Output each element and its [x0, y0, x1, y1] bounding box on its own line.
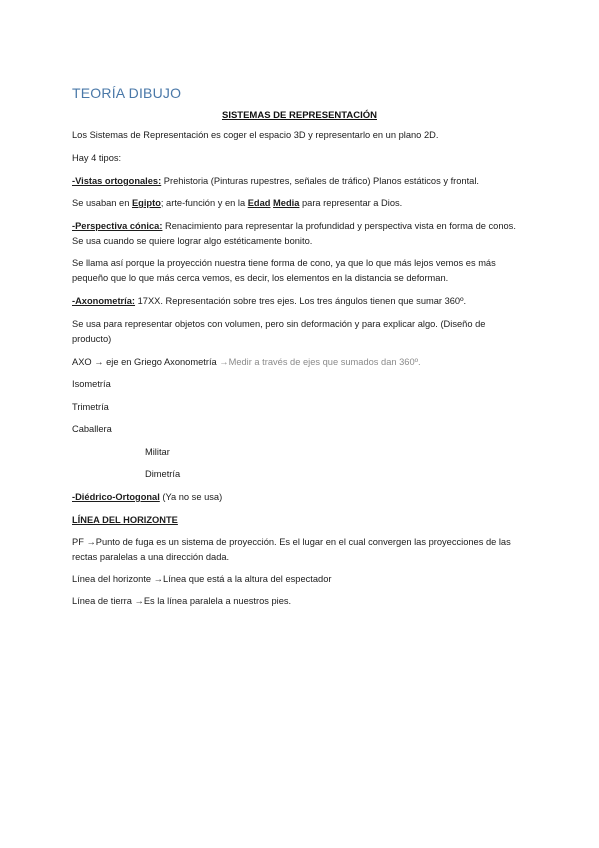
diedrico-text: (Ya no se usa) — [159, 492, 223, 502]
term-axonometria: -Axonometría: — [72, 296, 136, 306]
term-perspectiva-conica: -Perspectiva cónica: — [72, 221, 163, 231]
document-title: TEORÍA DIBUJO — [72, 85, 182, 101]
paragraph-axo — [72, 355, 527, 370]
list-item-dimetria: Dimetría — [145, 469, 181, 479]
axonometria-text: 17XX. Representación sobre tres ejes. Los tres ángulos tienen que sumar 360º. — [135, 296, 467, 306]
paragraph-diedrico — [72, 490, 527, 505]
term-media: Media — [273, 198, 300, 208]
paragraph-usa: Se usa para representar objetos con volumen, pero sin deformación y para explicar algo. (Diseño de producto) — [72, 319, 486, 344]
list-item-trimetria: Trimetría — [72, 402, 109, 412]
paragraph-tipos: Hay 4 tipos: — [72, 153, 122, 163]
list-item-caballera: Caballera — [72, 424, 112, 434]
vistas-text: Prehistoria (Pinturas rupestres, señales de tráfico) Planos estáticos y frontal. — [161, 176, 479, 186]
list-item-isometria: Isometría — [72, 379, 111, 389]
egipto-text-1: Se usaban en — [72, 198, 132, 208]
paragraph-linea-tierra: Línea de tierra →Es la línea paralela a nuestros pies. — [72, 596, 292, 606]
term-vistas-ortogonales: -Vistas ortogonales: — [72, 176, 162, 186]
paragraph-vistas — [72, 174, 527, 189]
egipto-text-4: para representar a Dios. — [299, 198, 403, 208]
axo-definition: →Medir a través de ejes que sumados dan 360º. — [219, 357, 421, 367]
paragraph-egipto — [72, 196, 527, 211]
axo-text: AXO → eje en Griego Axonometría — [72, 357, 220, 367]
section-heading-sistemas: SISTEMAS DE REPRESENTACIÓN — [221, 110, 377, 121]
paragraph-llama: Se llama así porque la proyección nuestra tiene forma de cono, ya que lo que más lejos vemos es más pequeño que lo que más cerca vemos, es decir, los elementos en la distancia se deforman. — [72, 258, 496, 283]
paragraph-conica — [72, 219, 527, 249]
term-egipto: Egipto — [131, 198, 161, 208]
section-heading-horizonte: LÍNEA DEL HORIZONTE — [72, 515, 178, 525]
egipto-text-2: ; arte-función y en la — [160, 198, 248, 208]
conica-text: Renacimiento para representar la profundidad y perspectiva vista en forma de conos. Se usa cuando se quiere lograr algo estéticamente bonito. — [72, 221, 516, 246]
paragraph-pf: PF →Punto de fuga es un sistema de proyección. Es el lugar en el cual convergen las proyecciones de las rectas paralelas a una dirección dada. — [72, 537, 511, 562]
list-item-militar: Militar — [145, 447, 170, 457]
paragraph-linea-horizonte: Línea del horizonte →Línea que está a la altura del espectador — [72, 574, 332, 584]
term-diedrico-ortogonal: -Diédrico-Ortogonal — [72, 492, 160, 502]
paragraph-axonometria — [72, 294, 527, 309]
paragraph-intro: Los Sistemas de Representación es coger el espacio 3D y representarlo en un plano 2D. — [72, 130, 439, 140]
term-edad: Edad — [247, 198, 271, 208]
